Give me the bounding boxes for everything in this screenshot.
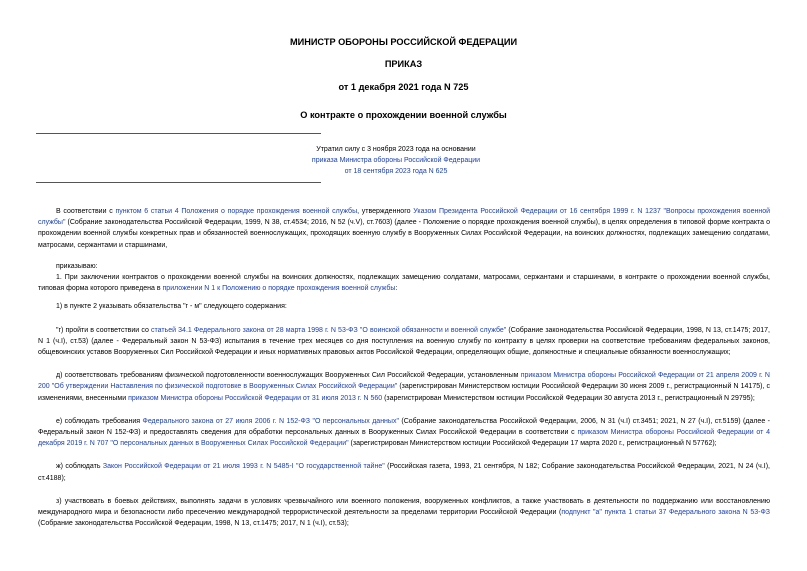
preamble-paragraph bbox=[38, 206, 770, 251]
order-560-link[interactable]: приказом Министра обороны Российской Федерации от 31 июля 2013 г. N 560 bbox=[128, 394, 383, 402]
article-37-link[interactable]: подпункт "а" пункта 1 статьи 37 Федерального закона N 53-ФЗ bbox=[561, 509, 770, 517]
regulation-link[interactable]: пунктом 6 статьи 4 Положения о порядке прохождения военной службы bbox=[115, 208, 358, 215]
text-fragment: (зарегистрирован Министерством юстиции Российской Федерации 17 марта 2020 г., регистрационный N 57762); bbox=[348, 440, 717, 448]
repeal-notice-text: Утратил силу с 3 ноября 2023 года на основании bbox=[316, 146, 476, 153]
text-fragment: (Собрание законодательства Российской Федерации, 1998, N 13, ст.1475; 2017, N 1 (ч.I), ст.53) (далее - Федеральный закон N 53-ФЗ) испытания в течение трех месяцев со дня поступления на военную службу по контракту в целях проверки на соответствие требованиям федеральных законов, общевоинских уставов Вооруженных Сил Российской Федерации и иных нормативных правовых актов Российской Федерации, определяющих общие, должностные и специальные обязанности военнослужащих; bbox=[38, 326, 770, 357]
state-secret-law-link[interactable]: Закон Российской Федерации от 21 июля 1993 г. N 5485-I "О государственной тайне" bbox=[102, 463, 385, 471]
item-d bbox=[38, 370, 770, 404]
divider-top bbox=[36, 133, 321, 134]
item-zh bbox=[38, 461, 770, 483]
divider-bottom bbox=[36, 182, 321, 183]
item-g bbox=[38, 325, 770, 359]
item-z bbox=[38, 496, 770, 530]
document-subject: О контракте о прохождении военной службы bbox=[300, 110, 507, 120]
repeal-order-date-link[interactable]: от 18 сентября 2023 года N 625 bbox=[344, 168, 448, 175]
text-fragment: 1. При заключении контрактов о прохождении военной службы на воинских должностях, подлежащих замещению солдатами, матросами, сержантами и старшинами, в контракте о прохождении военной службы, типовая форма которого приведена в bbox=[38, 274, 770, 293]
federal-law-53-link[interactable]: статьей 34.1 Федерального закона от 28 марта 1998 г. N 53-ФЗ "О воинской обязанности и военной службе" bbox=[150, 326, 507, 334]
text-fragment: (зарегистрирован Министерством юстиции Российской Федерации 30 июня 2009 г., регистрационный N 14175), с изменениями, внесенными bbox=[38, 383, 770, 402]
text-fragment: (Собрание законодательства Российской Федерации, 1998, N 13, ст.1475; 2017, N 1 (ч.I), ст.53); bbox=[38, 520, 349, 528]
text-fragment: (Собрание законодательства Российской Федерации, 2006, N 31 (ч.I) ст.3451; 2021, N 27 (ч.I), ст.5159) (далее - Федеральный закон N 152-ФЗ) и предоставлять сведения для обработки персональных данных в Вооруженных Силах Российской Федерации в соответствии с bbox=[38, 417, 770, 437]
text-fragment: д) соответствовать требованиям физической подготовленности военнослужащих Вооруженных Сил Российской Федерации, установленным bbox=[56, 372, 521, 380]
text-fragment: е) соблюдать требования bbox=[56, 417, 143, 425]
text-fragment: , утвержденного bbox=[357, 208, 414, 215]
repeal-order-link[interactable]: приказа Министра обороны Российской Федерации bbox=[311, 157, 481, 164]
text-fragment: (Российская газета, 1993, 21 сентября, N 182; Собрание законодательства Российской Федерации, 2021, N 24 (ч.I), ст.4188); bbox=[38, 463, 770, 482]
text-fragment: : bbox=[395, 285, 398, 293]
order-verb: приказываю: bbox=[56, 262, 98, 270]
ministry-title: МИНИСТР ОБОРОНЫ РОССИЙСКОЙ ФЕДЕРАЦИИ bbox=[289, 37, 518, 47]
paragraph-1 bbox=[38, 272, 770, 294]
text-fragment: "г) пройти в соответствии со bbox=[56, 326, 151, 334]
presidential-decree-link[interactable]: Указом Президента Российской Федерации от 16 сентября 1999 г. N 1237 "Вопросы прохождения военной службы" bbox=[38, 208, 770, 227]
appendix-link[interactable]: приложении N 1 к Положению о порядке прохождения военной службы bbox=[162, 285, 396, 293]
text-fragment: (зарегистрирован Министерством юстиции Российской Федерации 30 августа 2013 г., регистрационный N 29795); bbox=[382, 394, 755, 402]
text-fragment: ж) соблюдать bbox=[56, 463, 103, 471]
item-e bbox=[38, 416, 770, 450]
order-200-link[interactable]: приказом Министра обороны Российской Федерации от 21 апреля 2009 г. N 200 "Об утверждении Наставления по физической подготовке в Вооруженных Силах Российской Федерации" bbox=[38, 372, 770, 391]
document-body bbox=[38, 206, 770, 529]
document-type: ПРИКАЗ bbox=[384, 59, 423, 69]
order-707-link[interactable]: приказом Министра обороны Российской Федерации от 4 декабря 2019 г. N 707 "О персональных данных в Вооруженных Силах Российской Федерации" bbox=[38, 429, 770, 448]
text-fragment: В соответствии с bbox=[56, 208, 116, 215]
text-fragment: (Собрание законодательства Российской Федерации, 1999, N 38, ст.4534; 2016, N 52 (ч.V), ст.7603) (далее - Положение о порядке прохождения военной службы), в целях определения в типовой форме контракта о прохождении военной службы конкретных прав и обязанностей военнослужащих, проходящих военную службу в Вооруженных Силах Российской Федерации, на воинских должностях, подлежащих замещению солдатами, матросами, сержантами и старшинами, bbox=[38, 219, 770, 249]
document-date-number: от 1 декабря 2021 года N 725 bbox=[338, 82, 469, 92]
text-fragment: з) участвовать в боевых действиях, выполнять задачи в условиях чрезвычайного или военного положения, вооруженных конфликтов, а также участвовать в деятельности по поддержанию или восстановлению международного мира и безопасности либо пресечению международной террористической деятельности за пределами территории Российской Федерации ( bbox=[38, 497, 770, 517]
federal-law-152-link[interactable]: Федерального закона от 27 июля 2006 г. N 152-ФЗ "О персональных данных" bbox=[142, 417, 399, 425]
subparagraph-1: 1) в пункте 2 указывать обязательства "г - м" следующего содержания: bbox=[56, 303, 287, 311]
repeal-notice bbox=[36, 144, 756, 177]
